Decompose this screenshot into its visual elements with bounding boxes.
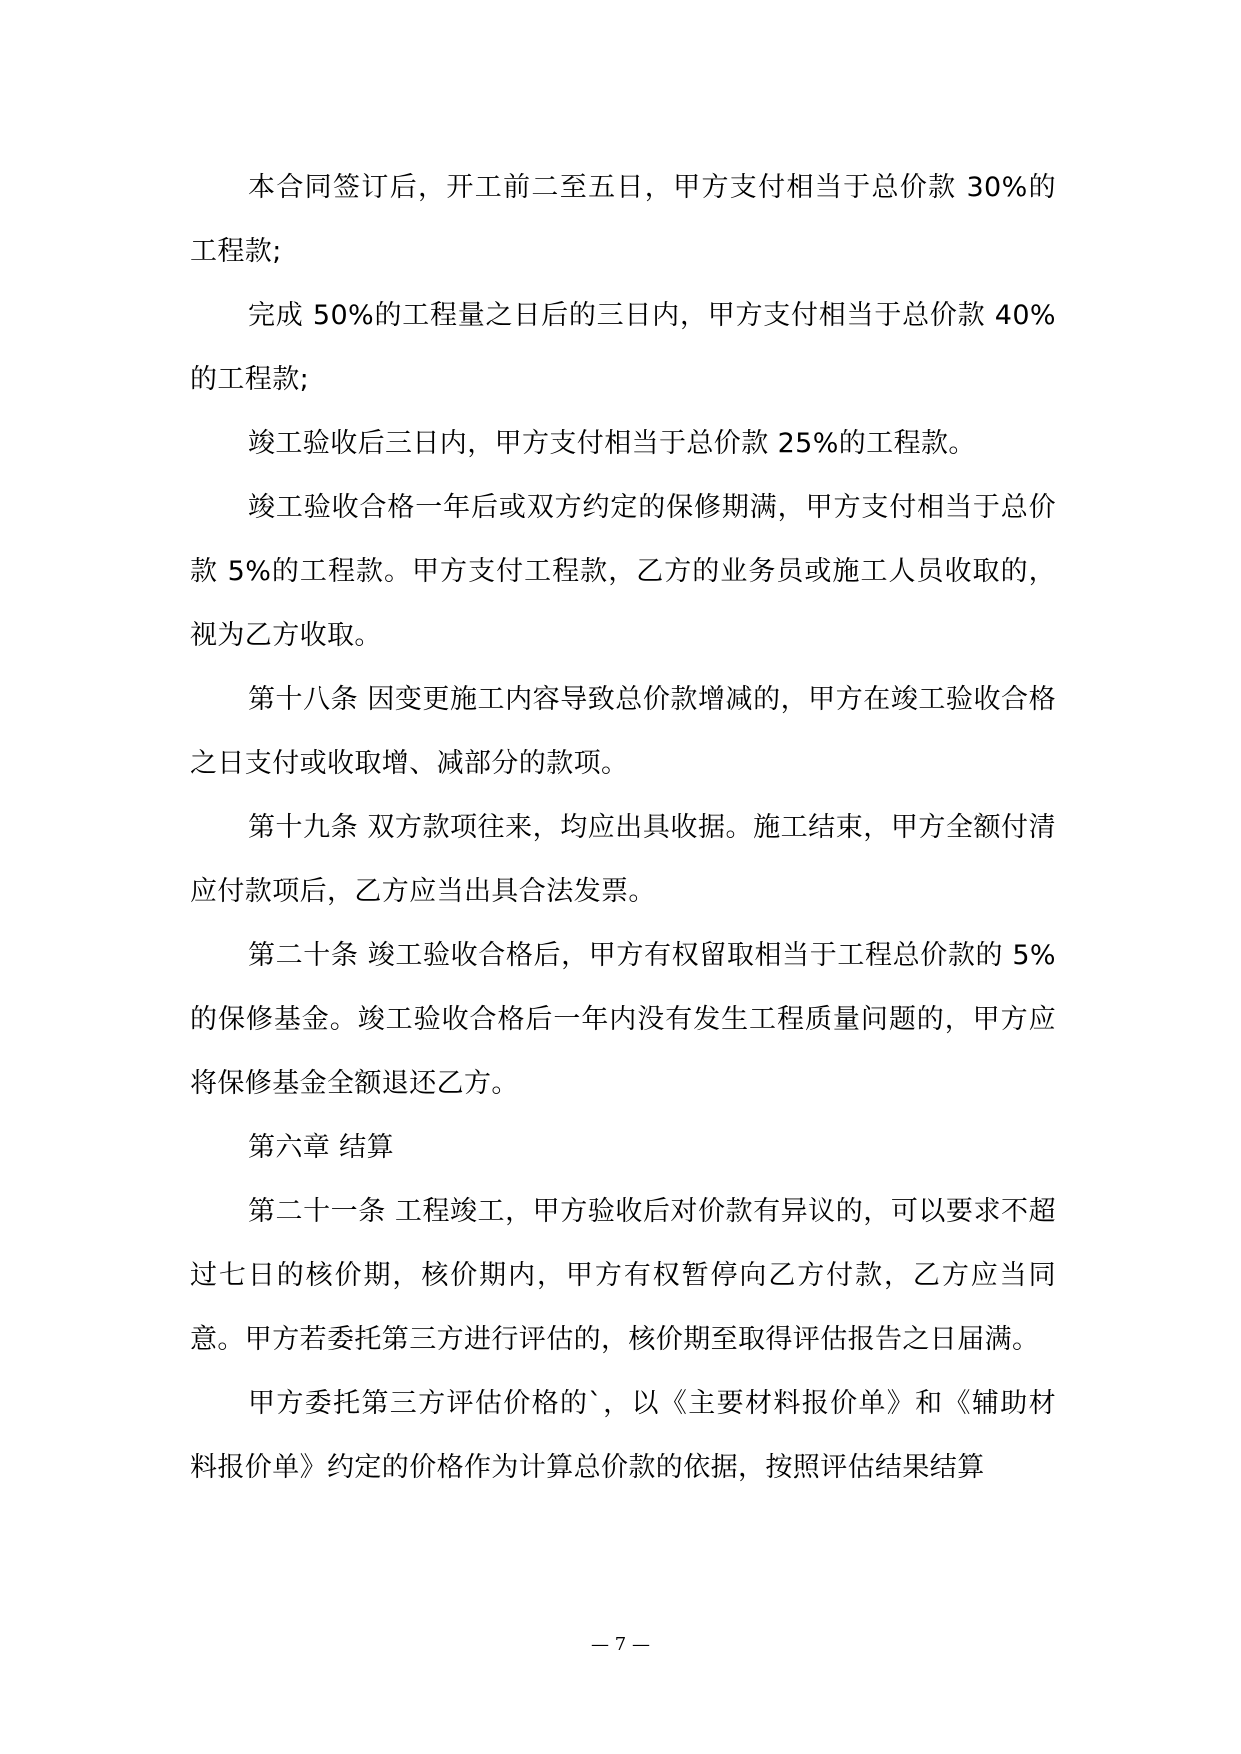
page-number: — 7 —: [591, 1634, 650, 1655]
paragraph-article-21: 第二十一条 工程竣工，甲方验收后对价款有异议的，可以要求不超过七日的核价期，核价期内，甲方有权暂停向乙方付款，乙方应当同意。甲方若委托第三方进行评估的，核价期至取得评估报告之日届满。: [190, 1196, 1056, 1355]
paragraph-article-18: 第十八条 因变更施工内容导致总价款增减的，甲方在竣工验收合格之日支付或收取增、减部分的款项。: [190, 684, 1056, 779]
chapter-heading-settlement: 第六章 结算: [248, 1132, 394, 1163]
paragraph-payment-40: 完成 50%的工程量之日后的三日内，甲方支付相当于总价款 40%的工程款;: [190, 300, 1056, 395]
paragraph-third-party-evaluation: 甲方委托第三方评估价格的`，以《主要材料报价单》和《辅助材料报价单》约定的价格作为计算总价款的依据，按照评估结果结算: [190, 1388, 1056, 1483]
paragraph-article-20: 第二十条 竣工验收合格后，甲方有权留取相当于工程总价款的 5%的保修基金。竣工验收合格后一年内没有发生工程质量问题的，甲方应将保修基金全额退还乙方。: [190, 940, 1056, 1099]
paragraph-payment-25: 竣工验收后三日内，甲方支付相当于总价款 25%的工程款。: [248, 428, 976, 459]
document-body: [190, 156, 1056, 1500]
paragraph-payment-5: 竣工验收合格一年后或双方约定的保修期满，甲方支付相当于总价款 5%的工程款。甲方支付工程款，乙方的业务员或施工人员收取的，视为乙方收取。: [190, 492, 1056, 651]
paragraph-article-19: 第十九条 双方款项往来，均应出具收据。施工结束，甲方全额付清应付款项后，乙方应当出具合法发票。: [190, 812, 1056, 907]
paragraph-payment-30: 本合同签订后，开工前二至五日，甲方支付相当于总价款 30%的工程款;: [190, 172, 1056, 267]
